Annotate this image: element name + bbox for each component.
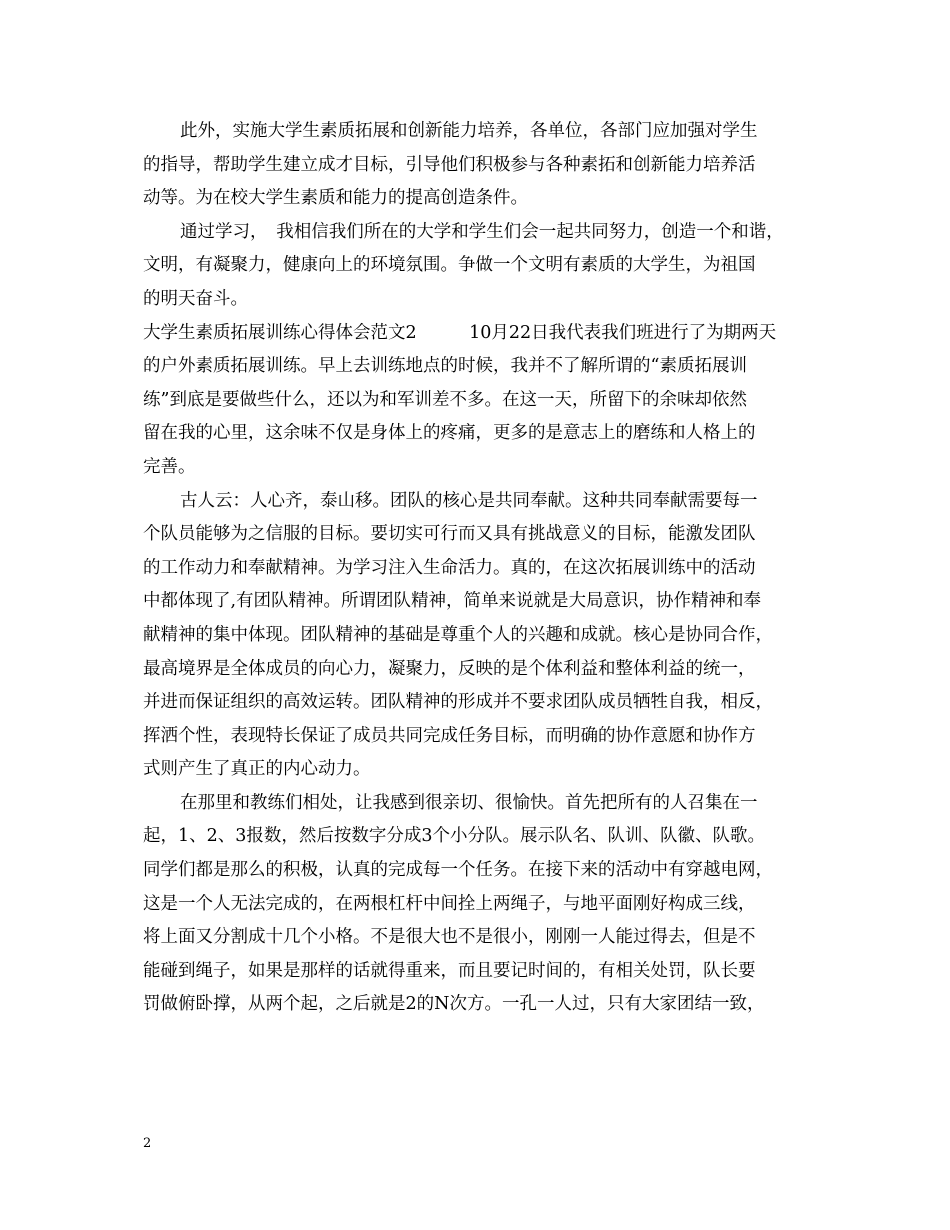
text-line: 起，1、2、3报数，然后按数字分成3个小分队。展示队名、队训、队徽、队歌。 [143,826,766,847]
text-line: 古人云：人心齐，泰山移。团队的核心是共同奉献。这种共同奉献需要每一 [180,490,758,511]
page-number: 2 [143,1136,152,1151]
text-line: 通过学习， 我相信我们所在的大学和学生们会一起共同努力，创造一个和谐， [180,221,784,242]
text-line: 的工作动力和奉献精神。为学习注入生命活力。真的，在这次拓展训练中的活动 [143,557,756,578]
text-line: 能碰到绳子，如果是那样的话就得重来，而且要记时间的，有相关处罚，队长要 [143,960,756,981]
text-line: 挥洒个性，表现特长保证了成员共同完成任务目标，而明确的协作意愿和协作方 [143,725,756,746]
text-line: 留在我的心里，这余味不仅是身体上的疼痛，更多的是意志上的磨练和人格上的 [143,423,756,444]
text-line: 完善。 [143,456,196,477]
text-line: 这是一个人无法完成的，在两根杠杆中间拴上两绳子，与地平面刚好构成三线， [143,893,756,914]
text-line: 练”到底是要做些什么，还以为和军训差不多。在这一天，所留下的余味却依然 [143,389,747,410]
text-line: 的明天奋斗。 [143,288,248,309]
text-line: 最高境界是全体成员的向心力，凝聚力，反映的是个体利益和整体利益的统一， [143,658,756,679]
text-line: 将上面又分割成十几个小格。不是很大也不是很小，刚刚一人能过得去，但是不 [143,927,756,948]
text-line: 中都体现了,有团队精神。所谓团队精神，简单来说就是大局意识，协作精神和奉 [143,591,762,612]
document-body [143,115,823,1022]
text-line: 文明，有凝聚力，健康向上的环境氛围。争做一个文明有素质的大学生，为祖国 [143,255,756,276]
text-line: 个队员能够为之信服的目标。要切实可行而又具有挑战意义的目标，能激发团队 [143,524,756,545]
text-line: 同学们都是那么的积极，认真的完成每一个任务。在接下来的活动中有穿越电网， [143,860,773,881]
text-line: 此外，实施大学生素质拓展和创新能力培养，各单位，各部门应加强对学生 [180,121,758,141]
text-line: 式则产生了真正的内心动力。 [143,759,371,780]
text-line: 罚做俯卧撑，从两个起，之后就是2的N次方。一孔一人过，只有大家团结一致， [143,994,765,1015]
text-line: 的指导，帮助学生建立成才目标，引导他们积极参与各种素拓和创新能力培养活 [143,154,756,175]
text-line: 动等。为在校大学生素质和能力的提高创造条件。 [143,188,528,209]
text-line: 在那里和教练们相处，让我感到很亲切、很愉快。首先把所有的人召集在一 [180,792,758,813]
text-line: 大学生素质拓展训练心得体会范文2 10月22日我代表我们班进行了为期两天 [143,322,777,343]
text-line: 并进而保证组织的高效运转。团队精神的形成并不要求团队成员牺牲自我，相反， [143,692,773,713]
text-line: 的户外素质拓展训练。早上去训练地点的时候，我并不了解所谓的“素质拓展训 [143,356,747,377]
text-line: 献精神的集中体现。团队精神的基础是尊重个人的兴趣和成就。核心是协同合作， [143,624,773,645]
